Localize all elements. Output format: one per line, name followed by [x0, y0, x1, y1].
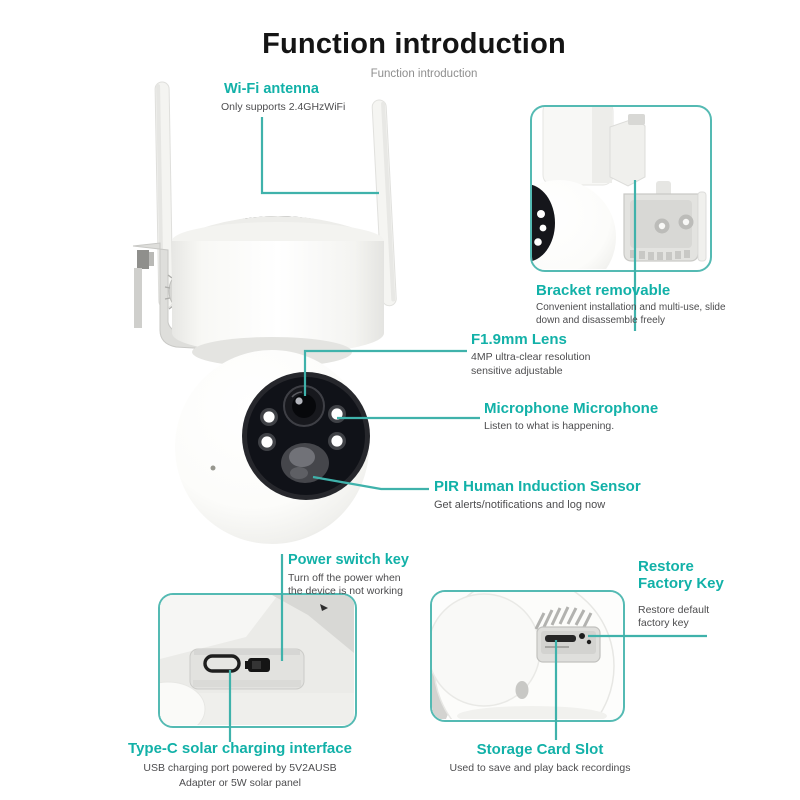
- callout-wifi-title: Wi-Fi antenna: [224, 81, 319, 97]
- callout-wifi-desc: Only supports 2.4GHzWiFi: [221, 100, 346, 113]
- bottom-ports-image: [158, 593, 357, 728]
- sd-card-slot-icon: [545, 635, 576, 642]
- removable-bracket-part: [624, 181, 706, 261]
- camera-head: [175, 350, 370, 544]
- callout-bracket-desc: Convenient installation and multi-use, slide down and disassemble freely: [536, 302, 726, 327]
- callout-restore-factory: [638, 558, 750, 630]
- mic-hole: [211, 466, 216, 471]
- callout-pir-title: PIR Human Induction Sensor: [434, 478, 641, 495]
- screw-hole: [516, 681, 529, 699]
- callout-typec-desc: [115, 761, 365, 790]
- reset-button-icon: [579, 633, 585, 639]
- camera-body: [172, 216, 384, 367]
- callout-wifi-antenna: [221, 81, 346, 114]
- callout-pir: [434, 478, 641, 512]
- callout-storage-title: Storage Card Slot: [476, 741, 604, 758]
- sd-slot-image: [430, 590, 625, 722]
- main-camera-image: [125, 78, 405, 548]
- callout-microphone: [484, 400, 658, 434]
- callout-restore-desc: Restore default factory key: [638, 603, 710, 629]
- callout-power-desc: Turn off the power when the device is not working: [288, 571, 403, 598]
- callout-storage-desc: Used to save and play back recordings: [449, 762, 631, 775]
- camera-lens-icon: [284, 386, 324, 426]
- bracket-detail-svg: [532, 107, 709, 269]
- type-c-port-icon: [205, 656, 239, 671]
- callout-microphone-title: Microphone Microphone: [484, 400, 659, 417]
- power-switch-icon: [245, 658, 270, 672]
- callout-power-title: Power switch key: [288, 552, 409, 568]
- callout-power-switch: [288, 552, 418, 599]
- bottom-ports-svg: [160, 595, 354, 725]
- page-title: Function introduction: [262, 28, 566, 60]
- sd-recess-panel: [537, 627, 600, 662]
- sd-slot-svg: [432, 592, 622, 719]
- callout-bracket-title: Bracket removable: [536, 282, 671, 299]
- callout-typec-title: Type-C solar charging interface: [128, 740, 352, 757]
- callout-restore-title: Restore Factory Key: [638, 558, 724, 593]
- callout-storage-card: [436, 741, 644, 776]
- bracket-detail-image: [530, 105, 712, 272]
- page-subtitle: Function introduction: [370, 68, 478, 80]
- callout-bracket: [536, 282, 736, 328]
- callout-typec-desc-line1: USB charging port powered by 5V2AUSB: [143, 762, 337, 775]
- callout-type-c: [115, 740, 365, 791]
- callout-lens: [471, 331, 596, 378]
- callout-typec-desc-line2: Adapter or 5W solar panel: [179, 776, 301, 789]
- callout-microphone-desc: Listen to what is happening.: [484, 420, 615, 433]
- pir-sensor-icon: [281, 443, 329, 483]
- callout-lens-desc: 4MP ultra-clear resolution sensitive adjustable: [471, 351, 591, 377]
- callout-pir-desc: Get alerts/notifications and log now: [434, 499, 606, 512]
- callout-lens-title: F1.9mm Lens: [471, 331, 567, 348]
